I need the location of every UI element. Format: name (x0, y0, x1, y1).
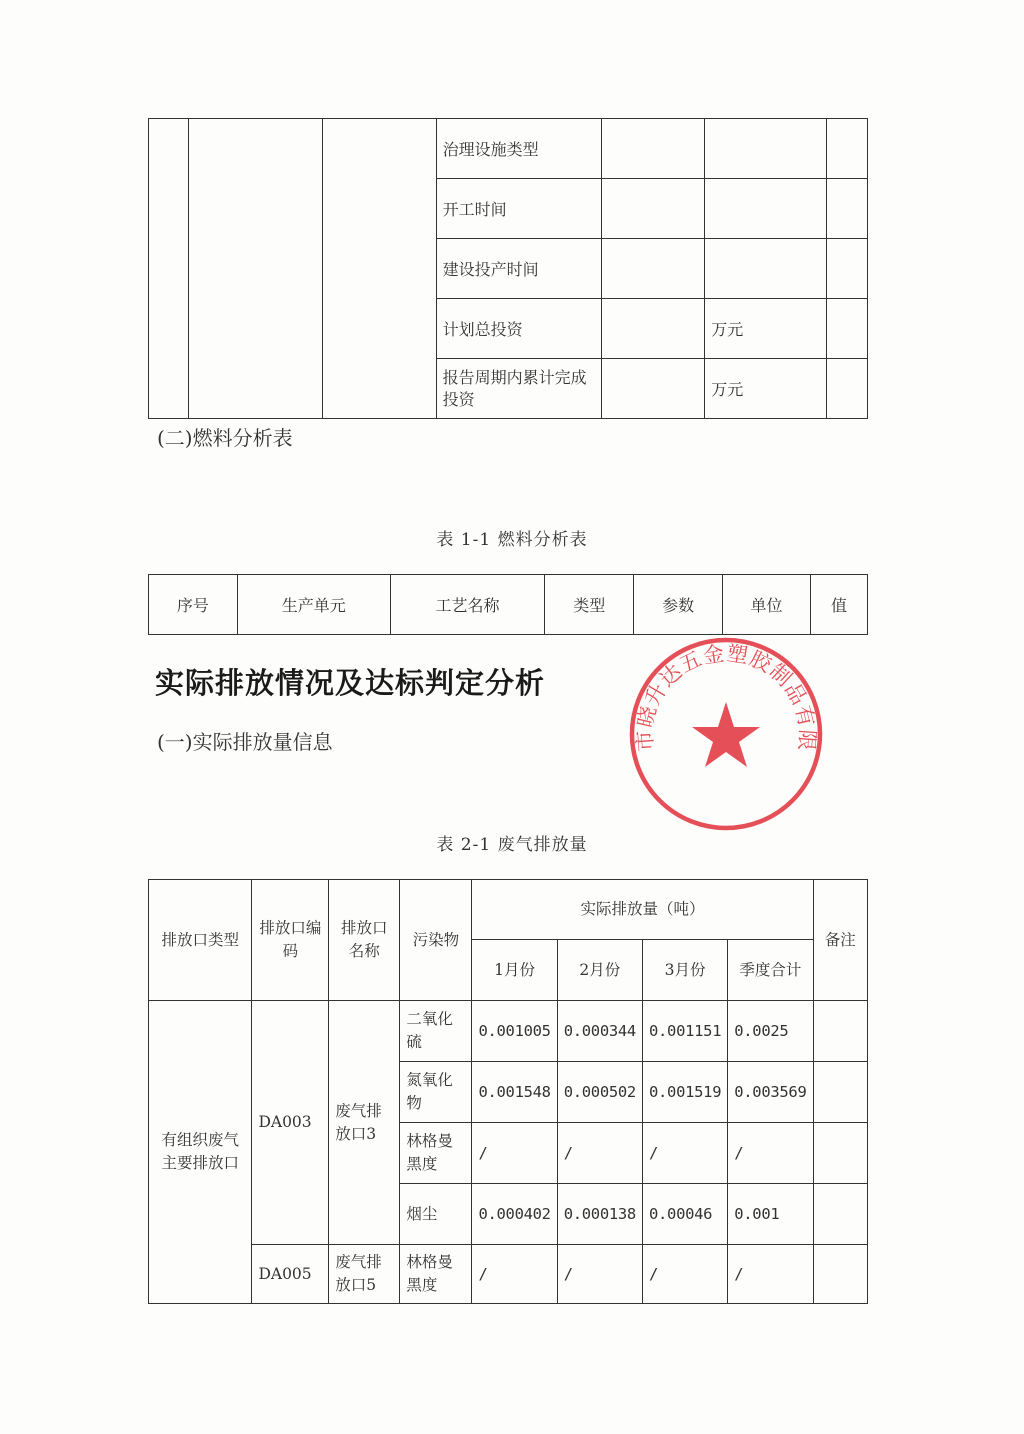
unit-cell: 万元 (705, 359, 827, 419)
unit-cell (705, 179, 827, 239)
star-icon (692, 702, 760, 767)
table-caption-emission: 表 2-1 废气排放量 (436, 835, 588, 855)
header-cell: 生产单元 (237, 575, 390, 635)
value-cell: 0.003569 (728, 1062, 813, 1123)
header-cell: 类型 (545, 575, 634, 635)
value-cell: 0.000344 (557, 1001, 642, 1062)
value-cell: 0.000502 (557, 1062, 642, 1123)
table-cell (149, 119, 189, 419)
header-quarter-total: 季度合计 (728, 940, 813, 1001)
value-cell: 0.0025 (728, 1001, 813, 1062)
table-caption-fuel: 表 1-1 燃料分析表 (436, 530, 588, 550)
table-cell (827, 359, 868, 419)
table-cell (602, 239, 705, 299)
table-cell (827, 299, 868, 359)
table-cell (827, 119, 868, 179)
outlet-code-cell: DA003 (252, 1001, 329, 1245)
value-cell: / (557, 1245, 642, 1304)
row-label: 开工时间 (436, 179, 602, 239)
table-cell (322, 119, 436, 419)
remark-cell (813, 1123, 868, 1184)
seal-text: 市晓升达五金塑胶制品有限 (632, 641, 820, 753)
fuel-analysis-table (148, 574, 868, 635)
pollutant-cell: 烟尘 (400, 1184, 472, 1245)
value-cell: 0.001 (728, 1184, 813, 1245)
table-cell (827, 239, 868, 299)
remark-cell (813, 1184, 868, 1245)
table-cell (602, 179, 705, 239)
header-cell: 工艺名称 (390, 575, 545, 635)
header-cell: 序号 (149, 575, 238, 635)
outlet-name-cell: 废气排放口3 (329, 1001, 400, 1245)
header-cell: 单位 (723, 575, 811, 635)
table-cell (827, 179, 868, 239)
value-cell: / (728, 1123, 813, 1184)
remark-cell (813, 1001, 868, 1062)
unit-cell: 万元 (705, 299, 827, 359)
header-cell: 值 (811, 575, 868, 635)
header-cell: 参数 (634, 575, 723, 635)
value-cell: / (642, 1245, 727, 1304)
header-outlet-code: 排放口编码 (252, 880, 329, 1001)
header-remark: 备注 (813, 880, 868, 1001)
row-label: 治理设施类型 (436, 119, 602, 179)
remark-cell (813, 1062, 868, 1123)
section-heading-actual: (一)实际排放量信息 (157, 730, 333, 754)
unit-cell (705, 119, 827, 179)
header-month: 1月份 (472, 940, 557, 1001)
table-row (149, 1245, 868, 1304)
value-cell: 0.00046 (642, 1184, 727, 1245)
seal-graphic (626, 634, 826, 834)
value-cell: 0.001548 (472, 1062, 557, 1123)
value-cell: 0.001519 (642, 1062, 727, 1123)
table-row (149, 1001, 868, 1062)
pollutant-cell: 林格曼黑度 (400, 1123, 472, 1184)
value-cell: 0.000138 (557, 1184, 642, 1245)
value-cell: / (642, 1123, 727, 1184)
unit-cell (705, 239, 827, 299)
header-outlet-type: 排放口类型 (149, 880, 252, 1001)
value-cell: / (472, 1123, 557, 1184)
pollutant-cell: 二氧化硫 (400, 1001, 472, 1062)
value-cell: / (472, 1245, 557, 1304)
pollutant-cell: 林格曼黑度 (400, 1245, 472, 1304)
outlet-type-cell: 有组织废气主要排放口 (149, 1001, 252, 1304)
header-month: 3月份 (642, 940, 727, 1001)
header-outlet-name: 排放口名称 (329, 880, 400, 1001)
row-label: 建设投产时间 (436, 239, 602, 299)
value-cell: 0.001005 (472, 1001, 557, 1062)
company-seal (626, 634, 826, 834)
outlet-code-cell: DA005 (252, 1245, 329, 1304)
pollutant-cell: 氮氧化物 (400, 1062, 472, 1123)
table-cell (188, 119, 322, 419)
value-cell: / (728, 1245, 813, 1304)
table-cell (602, 119, 705, 179)
header-month: 2月份 (557, 940, 642, 1001)
outlet-name-cell: 废气排放口5 (329, 1245, 400, 1304)
header-pollutant: 污染物 (400, 880, 472, 1001)
main-heading: 实际排放情况及达标判定分析 (155, 666, 546, 700)
row-label: 计划总投资 (436, 299, 602, 359)
value-cell: / (557, 1123, 642, 1184)
value-cell: 0.000402 (472, 1184, 557, 1245)
section-heading-fuel: (二)燃料分析表 (157, 426, 293, 450)
facility-table (148, 118, 868, 419)
row-label: 报告周期内累计完成投资 (436, 359, 602, 419)
emission-table (148, 879, 868, 1304)
value-cell: 0.001151 (642, 1001, 727, 1062)
table-cell (602, 299, 705, 359)
table-cell (602, 359, 705, 419)
remark-cell (813, 1245, 868, 1304)
header-actual-emission: 实际排放量（吨） (472, 880, 813, 940)
